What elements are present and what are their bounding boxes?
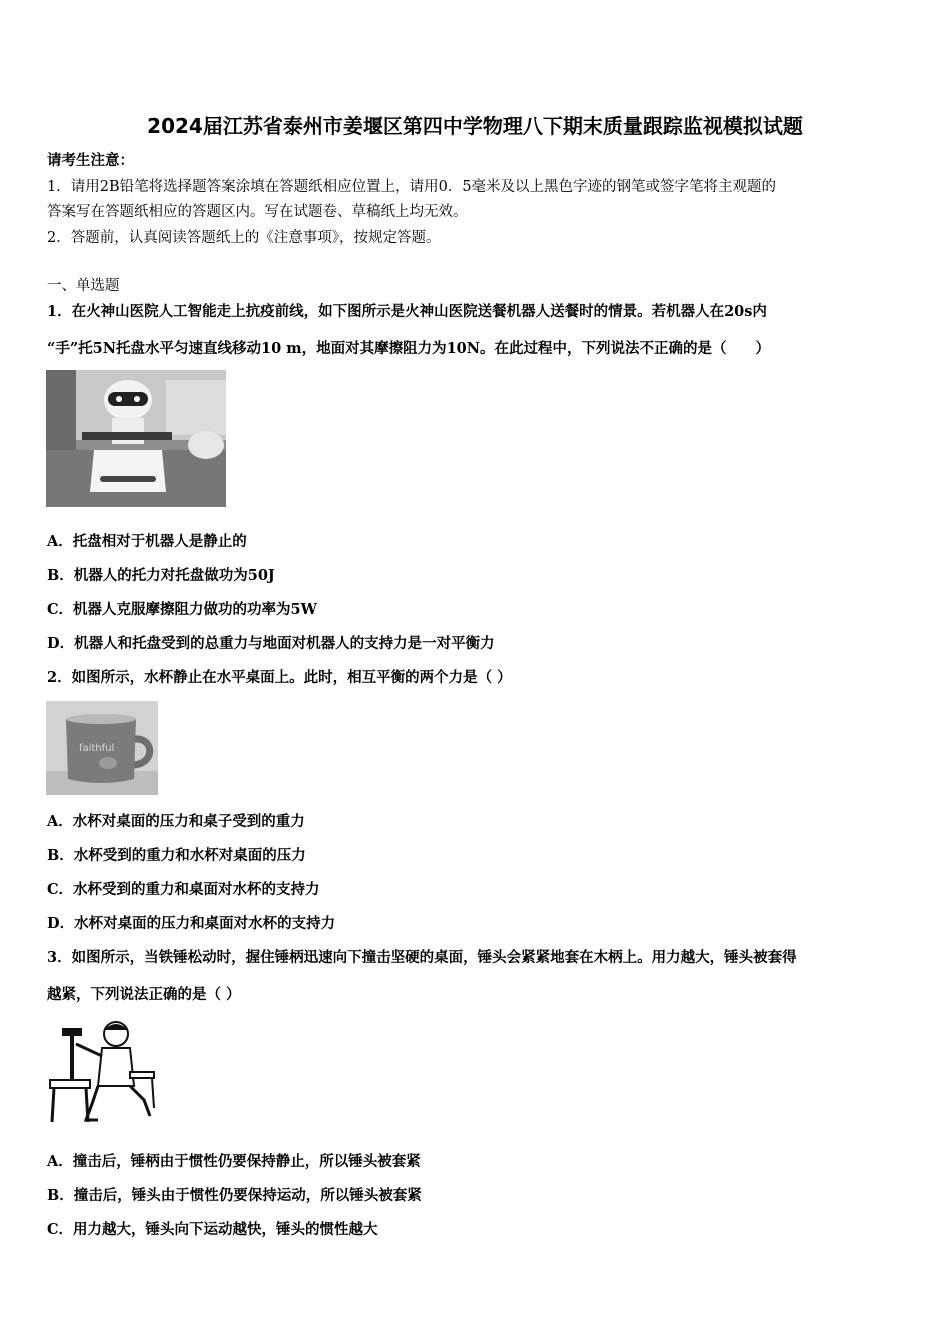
- mug-photo: [46, 701, 158, 795]
- q2-option-a: A．水杯对桌面的压力和桌子受到的重力: [47, 813, 305, 830]
- q1-option-a: A．托盘相对于机器人是静止的: [47, 533, 247, 550]
- notice-item-1b: 答案写在答题纸相应的答题区内。写在试题卷、草稿纸上均无效。: [47, 204, 468, 220]
- hammer-illustration: [46, 1016, 158, 1132]
- notice-heading: 请考生注意：: [47, 152, 134, 169]
- mug-label: faithful: [79, 743, 115, 754]
- notice-item-1a: 1．请用2B铅笔将选择题答案涂填在答题纸相应位置上，请用0．5毫米及以上黑色字迹的钢笔或签字笔将主观题的: [47, 179, 777, 195]
- q3-option-b: B．撞击后，锤头由于惯性仍要保持运动，所以锤头被套紧: [47, 1187, 422, 1204]
- page-title: 2024届江苏省泰州市姜堰区第四中学物理八下期末质量跟踪监视模拟试题: [147, 114, 803, 138]
- q2-option-d: D．水杯对桌面的压力和桌面对水杯的支持力: [47, 915, 336, 932]
- q3-option-a: A．撞击后，锤柄由于惯性仍要保持静止，所以锤头被套紧: [47, 1153, 421, 1170]
- q3-option-c: C．用力越大，锤头向下运动越快，锤头的惯性越大: [47, 1221, 378, 1238]
- q2-option-c: C．水杯受到的重力和桌面对水杯的支持力: [47, 881, 320, 898]
- q1-option-d: D．机器人和托盘受到的总重力与地面对机器人的支持力是一对平衡力: [47, 635, 495, 652]
- q1-option-b: B．机器人的托力对托盘做功为50J: [47, 567, 275, 584]
- q3-stem-a: 3．如图所示，当铁锤松动时，握住锤柄迅速向下撞击坚硬的桌面，锤头会紧紧地套在木柄上。用力越大，锤头被套得: [47, 949, 797, 966]
- q2-option-b: B．水杯受到的重力和水杯对桌面的压力: [47, 847, 306, 864]
- q1-option-c: C．机器人克服摩擦阻力做功的功率为5W: [47, 601, 317, 618]
- robot-photo: [46, 370, 226, 507]
- q3-stem-b: 越紧，下列说法正确的是（ ）: [47, 986, 241, 1003]
- q1-stem-a: 1．在火神山医院人工智能走上抗疫前线，如下图所示是火神山医院送餐机器人送餐时的情景。若机器人在20s内: [47, 303, 767, 320]
- q1-stem-b: “手”托5N托盘水平匀速直线移动10 m，地面对其摩擦阻力为10N。在此过程中，下列说法不正确的是（ ）: [47, 340, 771, 357]
- notice-item-2: 2．答题前，认真阅读答题纸上的《注意事项》，按规定答题。: [47, 230, 441, 246]
- section-heading: 一、单选题: [47, 278, 120, 294]
- q2-stem: 2．如图所示，水杯静止在水平桌面上。此时，相互平衡的两个力是（ ）: [47, 669, 512, 686]
